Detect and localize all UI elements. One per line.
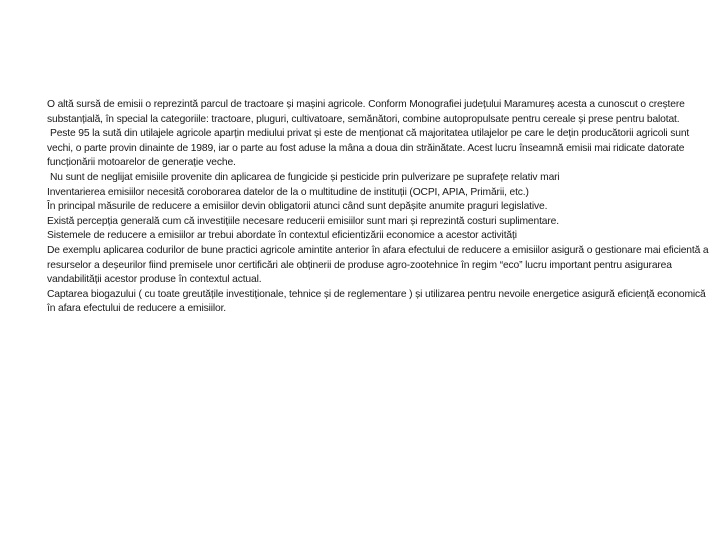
paragraph-biogas: Captarea biogazului ( cu toate greutățile investiționale, tehnice și de reglementare ) și utilizarea pentru nevoile energetice asigură eficiență economică în afara efectului de reducere a emisiilor. <box>47 288 706 315</box>
paragraph-mandatory-measures: În principal măsurile de reducere a emisiilor devin obligatorii atunci când sunt depășite anumite praguri legislative. <box>47 201 548 213</box>
paragraph-tractors: O altă sursă de emisii o reprezintă parcul de tractoare și mașini agricole. Conform Monografiei județului Maramureș acesta a cunoscut o creștere substanțială, în special la categoriile: tractoare, pluguri, cultivatoare, semănători, combine autopropulsate pentru cereale și prese pentru balotat. <box>47 99 685 125</box>
body-text-block <box>47 98 709 317</box>
paragraph-pesticides: Nu sunt de neglijat emisiile provenite din aplicarea de fungicide și pesticide prin pulverizare pe suprafețe relativ mari <box>50 171 560 183</box>
paragraph-reduction-systems: Sistemele de reducere a emisiilor ar trebui abordate în contextul eficientizării economice a acestor activități <box>47 230 517 242</box>
paragraph-private-equipment: Peste 95 la sută din utilajele agricole aparțin mediului privat și este de menționat că majoritatea utilajelor pe care le dețin producătorii agricoli sunt vechi, o parte provin dinainte de 1989, iar o parte au fost aduse la mâna a doua din străinătate. Acest lucru înseamnă emisii mai ridicate datorate funcționării motoarelor de generație veche. <box>47 128 690 169</box>
paragraph-perception: Există percepția generală cum că investițiile necesare reducerii emisiilor sunt mari și reprezintă costuri suplimentare. <box>47 215 559 227</box>
paragraph-good-practices: De exemplu aplicarea codurilor de bune practici agricole amintite anterior în afara efectului de reducere a emisiilor asigură o gestionare mai eficientă a resurselor a deșeurilor fiind premisele unor certificări ale obținerii de produse agro-zootehnice în regim “eco” lucru important pentru asigurarea vandabilității acestor produse în contextul actual. <box>47 244 709 286</box>
paragraph-inventory: Inventarierea emisiilor necesită coroborarea datelor de la o multitudine de instituții (OCPI, APIA, Primării, etc.) <box>47 186 529 198</box>
